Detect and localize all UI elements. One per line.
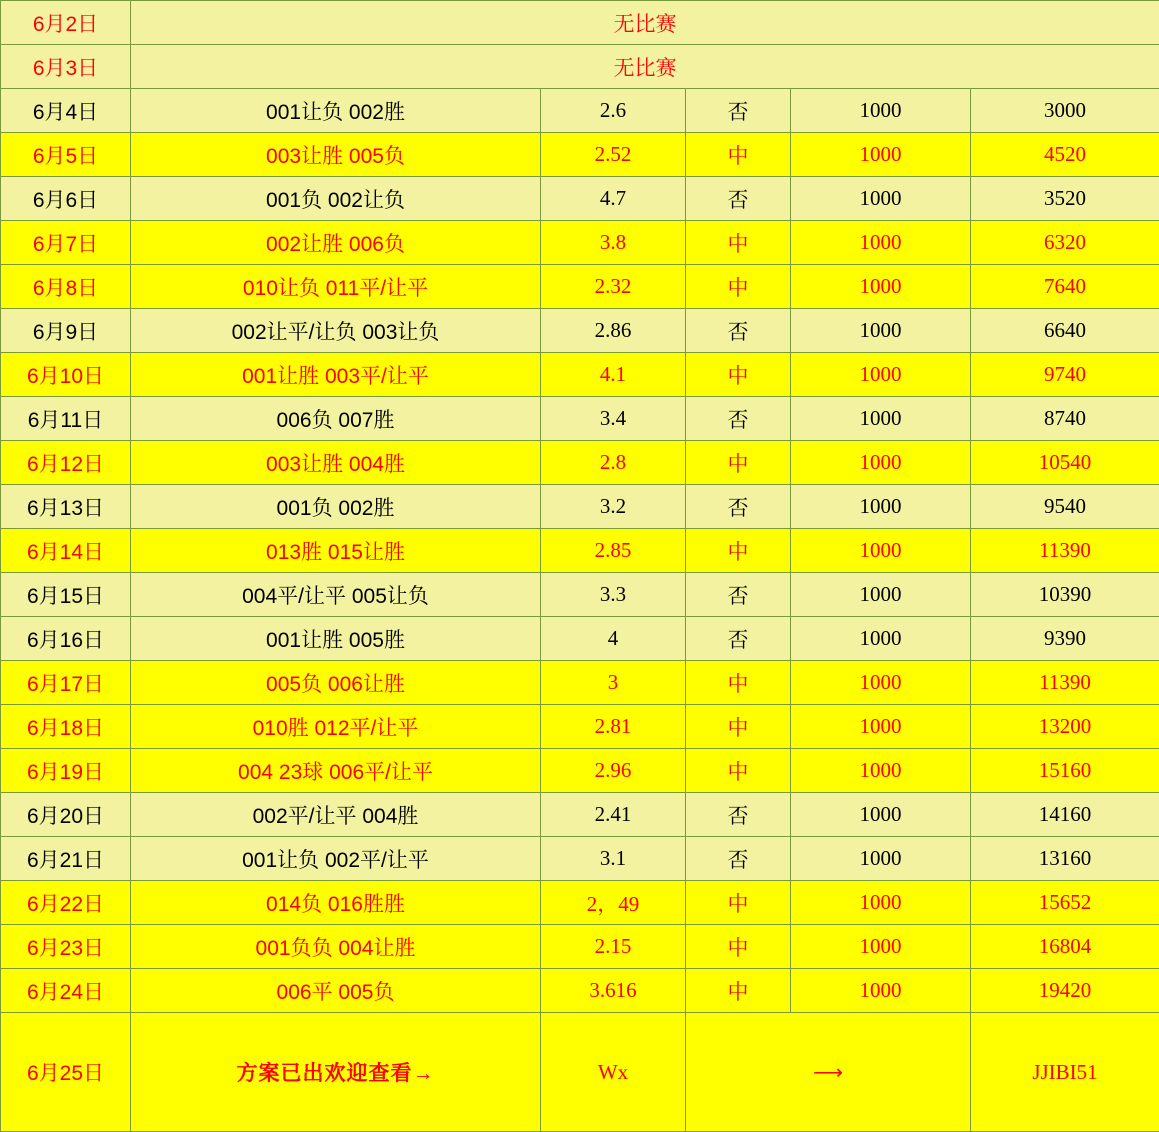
cell-odds: 2.32: [541, 265, 686, 309]
cell-stake: 1000: [791, 705, 971, 749]
table-row: [1, 749, 1159, 793]
cell-stake: 1000: [791, 529, 971, 573]
cell-total: 9390: [971, 617, 1159, 661]
cell-hit: 中: [686, 133, 791, 177]
table-row: [1, 881, 1159, 925]
cell-total: 10390: [971, 573, 1159, 617]
cell-total: 6320: [971, 221, 1159, 265]
cell-total: 9740: [971, 353, 1159, 397]
table-row: [1, 45, 1159, 89]
cell-date: 6月24日: [1, 969, 131, 1013]
cell-total: 3520: [971, 177, 1159, 221]
cell-total: 15652: [971, 881, 1159, 925]
table-row: [1, 265, 1159, 309]
cell-total: 6640: [971, 309, 1159, 353]
cell-hit: 中: [686, 265, 791, 309]
cell-hit: 否: [686, 617, 791, 661]
cell-stake: 1000: [791, 177, 971, 221]
cell-total: 3000: [971, 89, 1159, 133]
cell-date: 6月10日: [1, 353, 131, 397]
cell-odds: 3.616: [541, 969, 686, 1013]
cell-date: 6月17日: [1, 661, 131, 705]
cell-date: 6月14日: [1, 529, 131, 573]
cell-match: 003让胜 004胜: [131, 441, 541, 485]
cell-stake: 1000: [791, 221, 971, 265]
cell-odds: 2.15: [541, 925, 686, 969]
cell-hit: 否: [686, 397, 791, 441]
cell-odds: 4.1: [541, 353, 686, 397]
table-row: [1, 441, 1159, 485]
cell-match: 001让负 002胜: [131, 89, 541, 133]
cell-stake: 1000: [791, 925, 971, 969]
table-row: [1, 617, 1159, 661]
cell-hit: 否: [686, 177, 791, 221]
cell-odds: 4: [541, 617, 686, 661]
cell-hit: 中: [686, 353, 791, 397]
cell-no-match: 无比赛: [131, 1, 1159, 45]
cell-date: 6月5日: [1, 133, 131, 177]
table-row: [1, 221, 1159, 265]
cell-hit: 中: [686, 221, 791, 265]
wechat-label: Wx: [541, 1013, 686, 1132]
cell-stake: 1000: [791, 881, 971, 925]
table-row: [1, 133, 1159, 177]
cell-total: 7640: [971, 265, 1159, 309]
cell-odds: 2.6: [541, 89, 686, 133]
cell-odds: 2.96: [541, 749, 686, 793]
cell-date: 6月3日: [1, 45, 131, 89]
cell-total: 11390: [971, 529, 1159, 573]
cell-stake: 1000: [791, 573, 971, 617]
cell-odds: 2.86: [541, 309, 686, 353]
wechat-id[interactable]: JJIBI51: [971, 1013, 1159, 1132]
cell-stake: 1000: [791, 441, 971, 485]
cell-match: 002平/让平 004胜: [131, 793, 541, 837]
cell-match: 001负 002胜: [131, 485, 541, 529]
cell-total: 13160: [971, 837, 1159, 881]
cell-stake: 1000: [791, 969, 971, 1013]
table-row: [1, 925, 1159, 969]
cell-match: 006平 005负: [131, 969, 541, 1013]
cell-stake: 1000: [791, 133, 971, 177]
cell-date: 6月23日: [1, 925, 131, 969]
cell-date: 6月8日: [1, 265, 131, 309]
cell-date: 6月22日: [1, 881, 131, 925]
cell-total: 14160: [971, 793, 1159, 837]
cell-total: 4520: [971, 133, 1159, 177]
cell-date: 6月11日: [1, 397, 131, 441]
cell-odds: 2.81: [541, 705, 686, 749]
cell-hit: 否: [686, 837, 791, 881]
cell-total: 13200: [971, 705, 1159, 749]
cell-hit: 中: [686, 925, 791, 969]
cell-match: 004平/让平 005让负: [131, 573, 541, 617]
cell-stake: 1000: [791, 353, 971, 397]
cell-no-match: 无比赛: [131, 45, 1159, 89]
cell-odds: 3.3: [541, 573, 686, 617]
table-row: [1, 89, 1159, 133]
cell-match: 004 23球 006平/让平: [131, 749, 541, 793]
cell-total: 16804: [971, 925, 1159, 969]
table-row: [1, 397, 1159, 441]
cell-stake: 1000: [791, 265, 971, 309]
cell-hit: 否: [686, 793, 791, 837]
cell-date: 6月13日: [1, 485, 131, 529]
cell-date: 6月2日: [1, 1, 131, 45]
cell-total: 15160: [971, 749, 1159, 793]
cell-date: 6月20日: [1, 793, 131, 837]
cell-date: 6月6日: [1, 177, 131, 221]
arrow-icon: ⟶: [686, 1013, 971, 1132]
promo-row: [1, 1013, 1159, 1132]
cell-date: 6月4日: [1, 89, 131, 133]
cell-match: 001让负 002平/让平: [131, 837, 541, 881]
cell-odds: 4.7: [541, 177, 686, 221]
cell-hit: 否: [686, 573, 791, 617]
cell-match: 013胜 015让胜: [131, 529, 541, 573]
table-row: [1, 529, 1159, 573]
cell-match: 006负 007胜: [131, 397, 541, 441]
cell-hit: 否: [686, 485, 791, 529]
cell-hit: 中: [686, 705, 791, 749]
cell-hit: 中: [686, 749, 791, 793]
cell-stake: 1000: [791, 749, 971, 793]
cell-match: 002让胜 006负: [131, 221, 541, 265]
cell-stake: 1000: [791, 89, 971, 133]
cell-match: 001负负 004让胜: [131, 925, 541, 969]
table-row: [1, 793, 1159, 837]
cell-date: 6月15日: [1, 573, 131, 617]
cell-total: 9540: [971, 485, 1159, 529]
table-row: [1, 969, 1159, 1013]
cell-hit: 中: [686, 529, 791, 573]
cell-hit: 中: [686, 881, 791, 925]
table-row: [1, 573, 1159, 617]
cell-match: 005负 006让胜: [131, 661, 541, 705]
table-row: [1, 661, 1159, 705]
cell-date: 6月19日: [1, 749, 131, 793]
table-row: [1, 353, 1159, 397]
cell-stake: 1000: [791, 661, 971, 705]
cell-odds: 2，49: [541, 881, 686, 925]
cell-odds: 2.41: [541, 793, 686, 837]
table-row: [1, 705, 1159, 749]
table-row: [1, 485, 1159, 529]
cell-date: 6月16日: [1, 617, 131, 661]
cell-odds: 2.8: [541, 441, 686, 485]
cell-stake: 1000: [791, 397, 971, 441]
cell-odds: 3.8: [541, 221, 686, 265]
cell-stake: 1000: [791, 485, 971, 529]
cell-odds: 3.2: [541, 485, 686, 529]
table-row: [1, 1, 1159, 45]
cell-match: 001让胜 003平/让平: [131, 353, 541, 397]
cell-stake: 1000: [791, 793, 971, 837]
cell-hit: 中: [686, 969, 791, 1013]
cell-stake: 1000: [791, 837, 971, 881]
cell-date: 6月18日: [1, 705, 131, 749]
cell-match: 010让负 011平/让平: [131, 265, 541, 309]
cell-match: 010胜 012平/让平: [131, 705, 541, 749]
cell-date: 6月9日: [1, 309, 131, 353]
cell-match: 001让胜 005胜: [131, 617, 541, 661]
table-row: [1, 177, 1159, 221]
cell-hit: 中: [686, 441, 791, 485]
cell-hit: 否: [686, 309, 791, 353]
cell-match: 014负 016胜胜: [131, 881, 541, 925]
cell-match: 002让平/让负 003让负: [131, 309, 541, 353]
table-row: [1, 837, 1159, 881]
cell-hit: 否: [686, 89, 791, 133]
cell-promo-date: 6月25日: [1, 1013, 131, 1132]
cell-odds: 2.52: [541, 133, 686, 177]
cell-date: 6月21日: [1, 837, 131, 881]
cell-date: 6月12日: [1, 441, 131, 485]
cell-total: 11390: [971, 661, 1159, 705]
cell-total: 10540: [971, 441, 1159, 485]
cell-odds: 2.85: [541, 529, 686, 573]
cell-hit: 中: [686, 661, 791, 705]
cell-stake: 1000: [791, 617, 971, 661]
cell-stake: 1000: [791, 309, 971, 353]
cell-match: 003让胜 005负: [131, 133, 541, 177]
cell-total: 8740: [971, 397, 1159, 441]
cell-odds: 3: [541, 661, 686, 705]
cell-odds: 3.1: [541, 837, 686, 881]
table-row: [1, 309, 1159, 353]
cell-total: 19420: [971, 969, 1159, 1013]
promo-message[interactable]: 方案已出欢迎查看→: [131, 1013, 541, 1132]
results-table-body: [1, 1, 1159, 1132]
cell-date: 6月7日: [1, 221, 131, 265]
cell-match: 001负 002让负: [131, 177, 541, 221]
cell-odds: 3.4: [541, 397, 686, 441]
